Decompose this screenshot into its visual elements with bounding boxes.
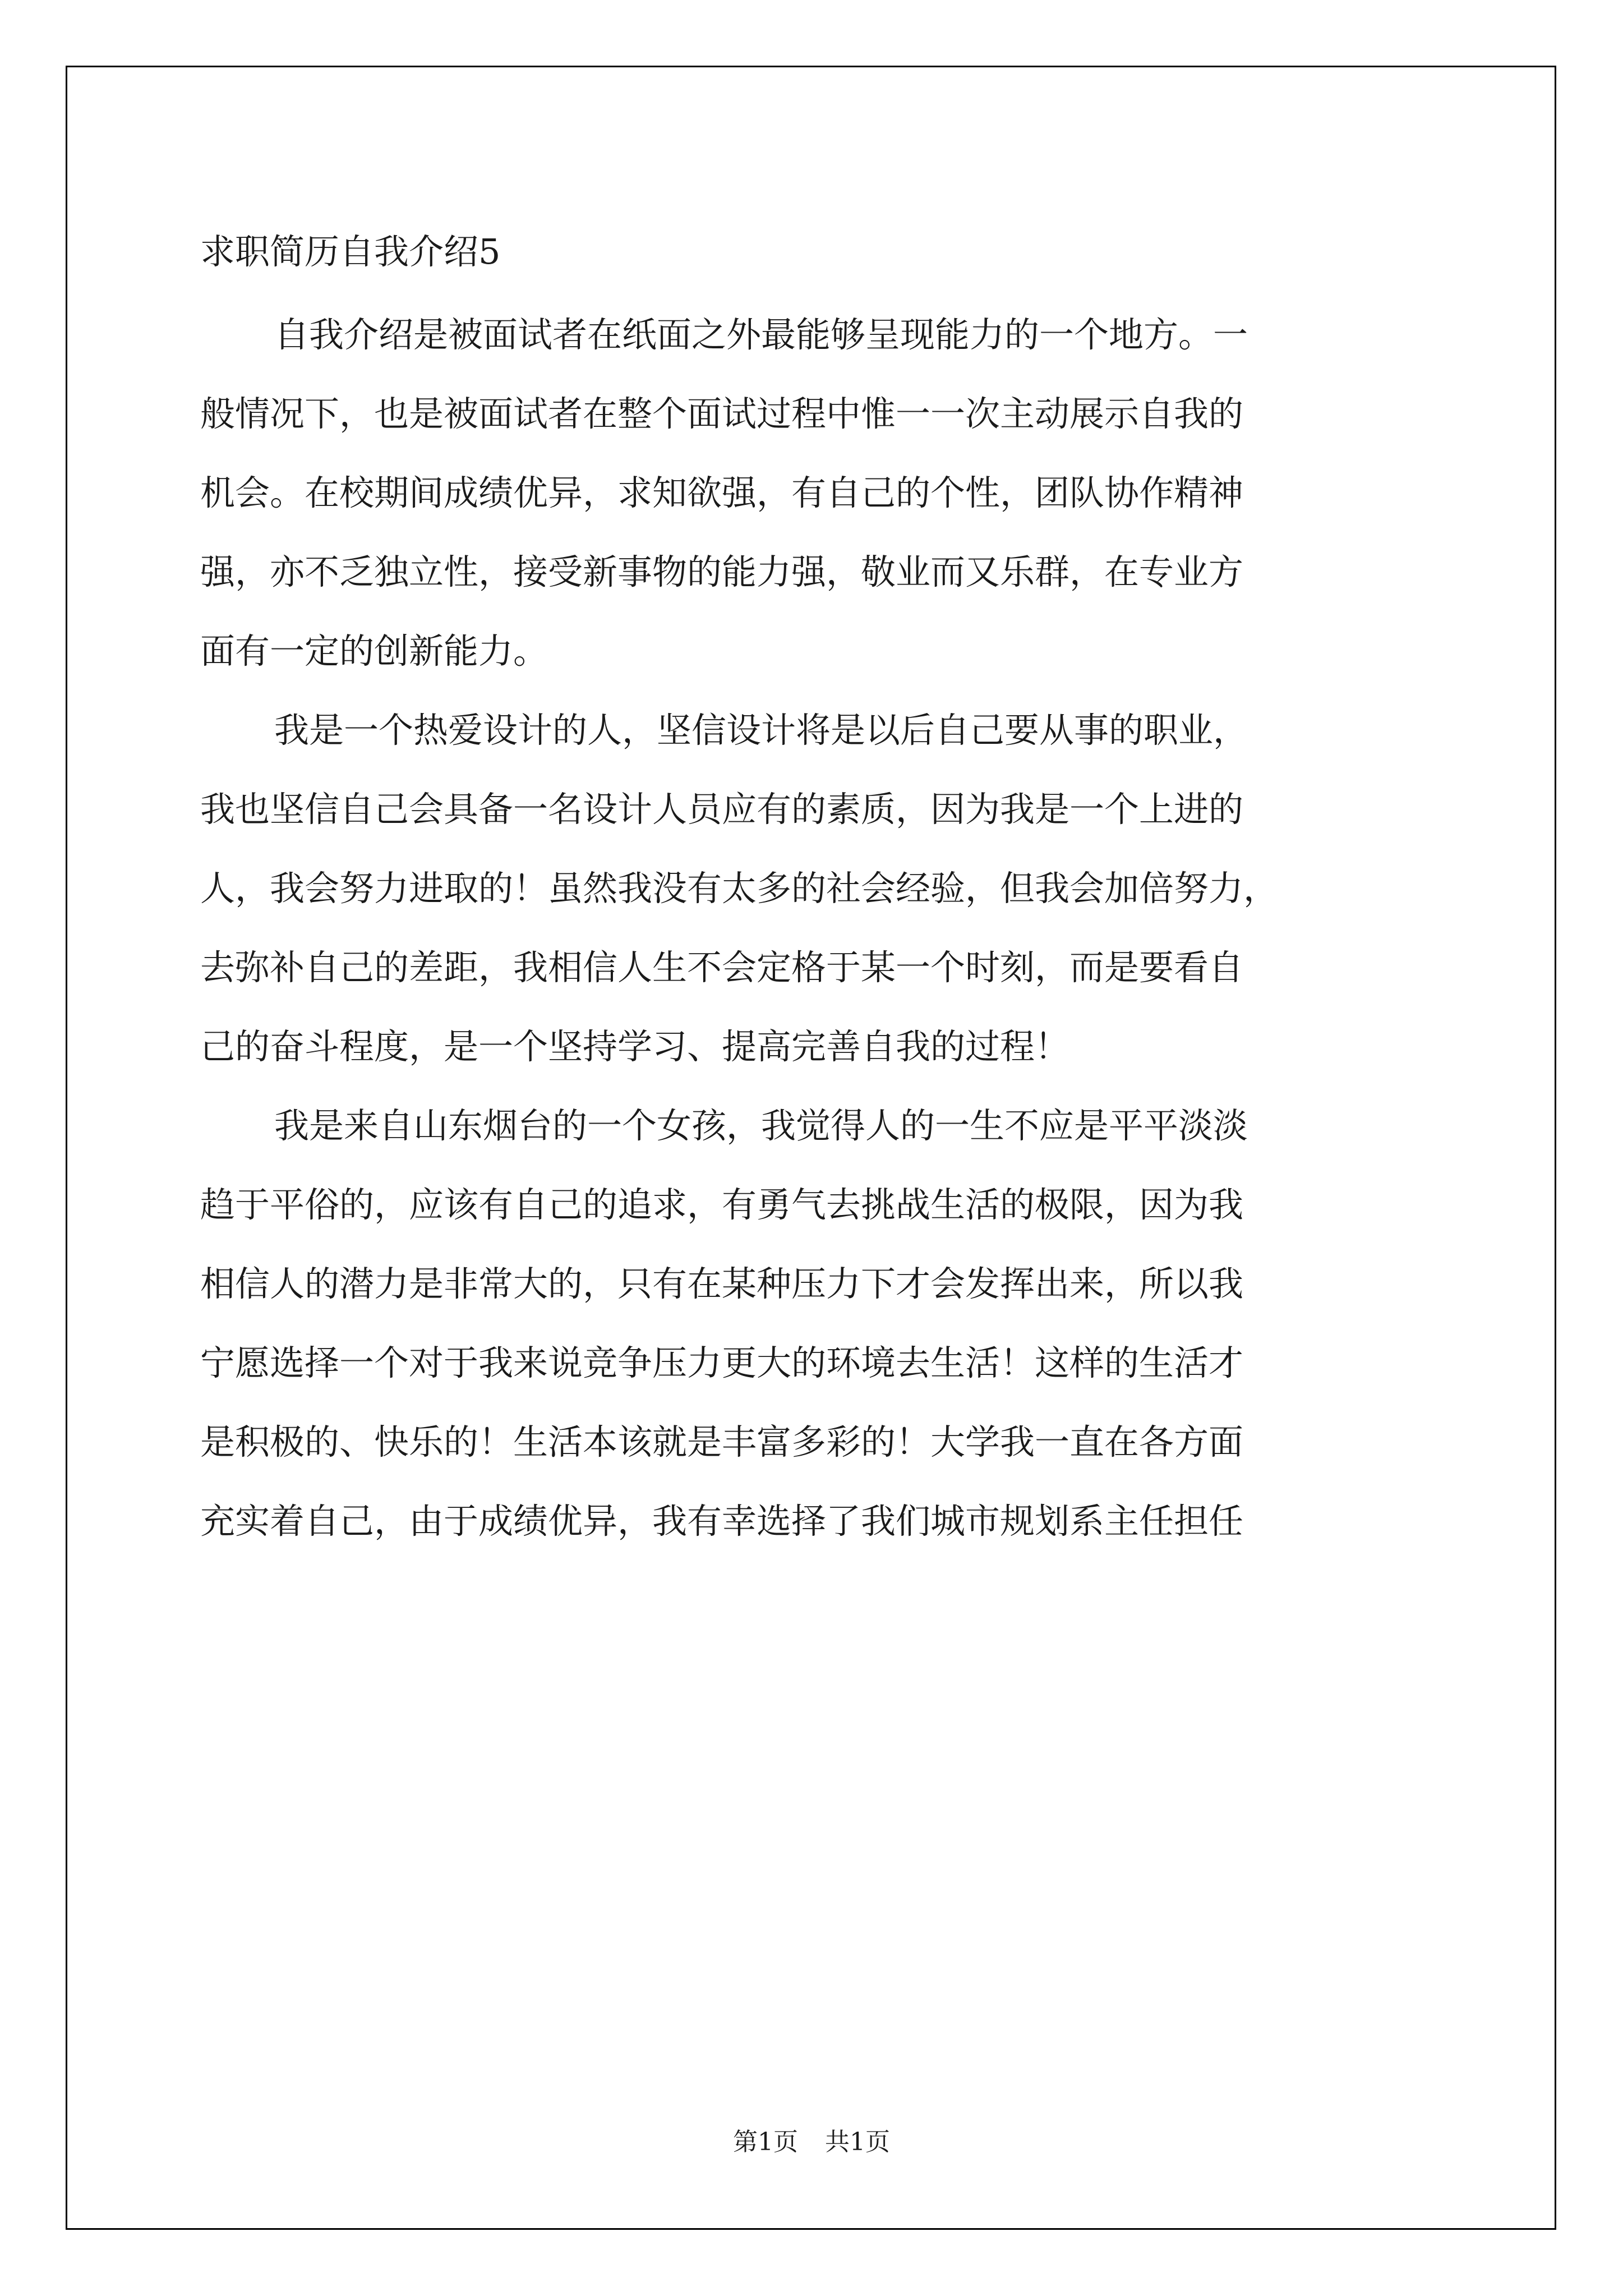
paragraph-line: 我也坚信自己会具备一名设计人员应有的素质，因为我是一个上进的 — [200, 789, 1244, 830]
paragraph-line: 是积极的、快乐的！生活本该就是丰富多彩的！大学我一直在各方面 — [200, 1421, 1244, 1462]
paragraph-line: 趋于平俗的，应该有自己的追求，有勇气去挑战生活的极限，因为我 — [200, 1184, 1244, 1225]
paragraph-line: 我是一个热爱设计的人，坚信设计将是以后自己要从事的职业， — [274, 710, 1248, 751]
paragraph-line: 我是来自山东烟台的一个女孩，我觉得人的一生不应是平平淡淡 — [274, 1105, 1248, 1146]
document-title: 求职简历自我介绍5 — [200, 231, 501, 272]
paragraph-3 — [200, 1086, 1434, 1561]
paragraph-line: 机会。在校期间成绩优异，求知欲强，有自己的个性，团队协作精神 — [200, 472, 1244, 513]
paragraph-2 — [200, 691, 1434, 1086]
paragraph-line: 般情况下，也是被面试者在整个面试过程中惟一一次主动展示自我的 — [200, 393, 1244, 434]
page-footer — [0, 2125, 1623, 2159]
page-number-total: 共1页 — [825, 2128, 890, 2156]
paragraph-1 — [200, 295, 1434, 691]
paragraph-line: 自我介绍是被面试者在纸面之外最能够呈现能力的一个地方。一 — [274, 314, 1248, 355]
paragraph-line: 充实着自己，由于成绩优异，我有幸选择了我们城市规划系主任担任 — [200, 1501, 1244, 1542]
paragraph-line: 去弥补自己的差距，我相信人生不会定格于某一个时刻，而是要看自 — [200, 947, 1244, 988]
paragraph-line: 面有一定的创新能力。 — [200, 631, 548, 671]
page-number-current: 第1页 — [733, 2128, 798, 2156]
paragraph-line: 己的奋斗程度，是一个坚持学习、提高完善自我的过程！ — [200, 1026, 1070, 1067]
document-body — [200, 216, 1434, 1561]
paragraph-line: 人，我会努力进取的！虽然我没有太多的社会经验，但我会加倍努力， — [200, 868, 1279, 909]
paragraph-line: 宁愿选择一个对于我来说竞争压力更大的环境去生活！这样的生活才 — [200, 1342, 1244, 1383]
paragraph-line: 强，亦不乏独立性，接受新事物的能力强，敬业而又乐群，在专业方 — [200, 551, 1244, 592]
paragraph-line: 相信人的潜力是非常大的，只有在某种压力下才会发挥出来，所以我 — [200, 1263, 1244, 1304]
